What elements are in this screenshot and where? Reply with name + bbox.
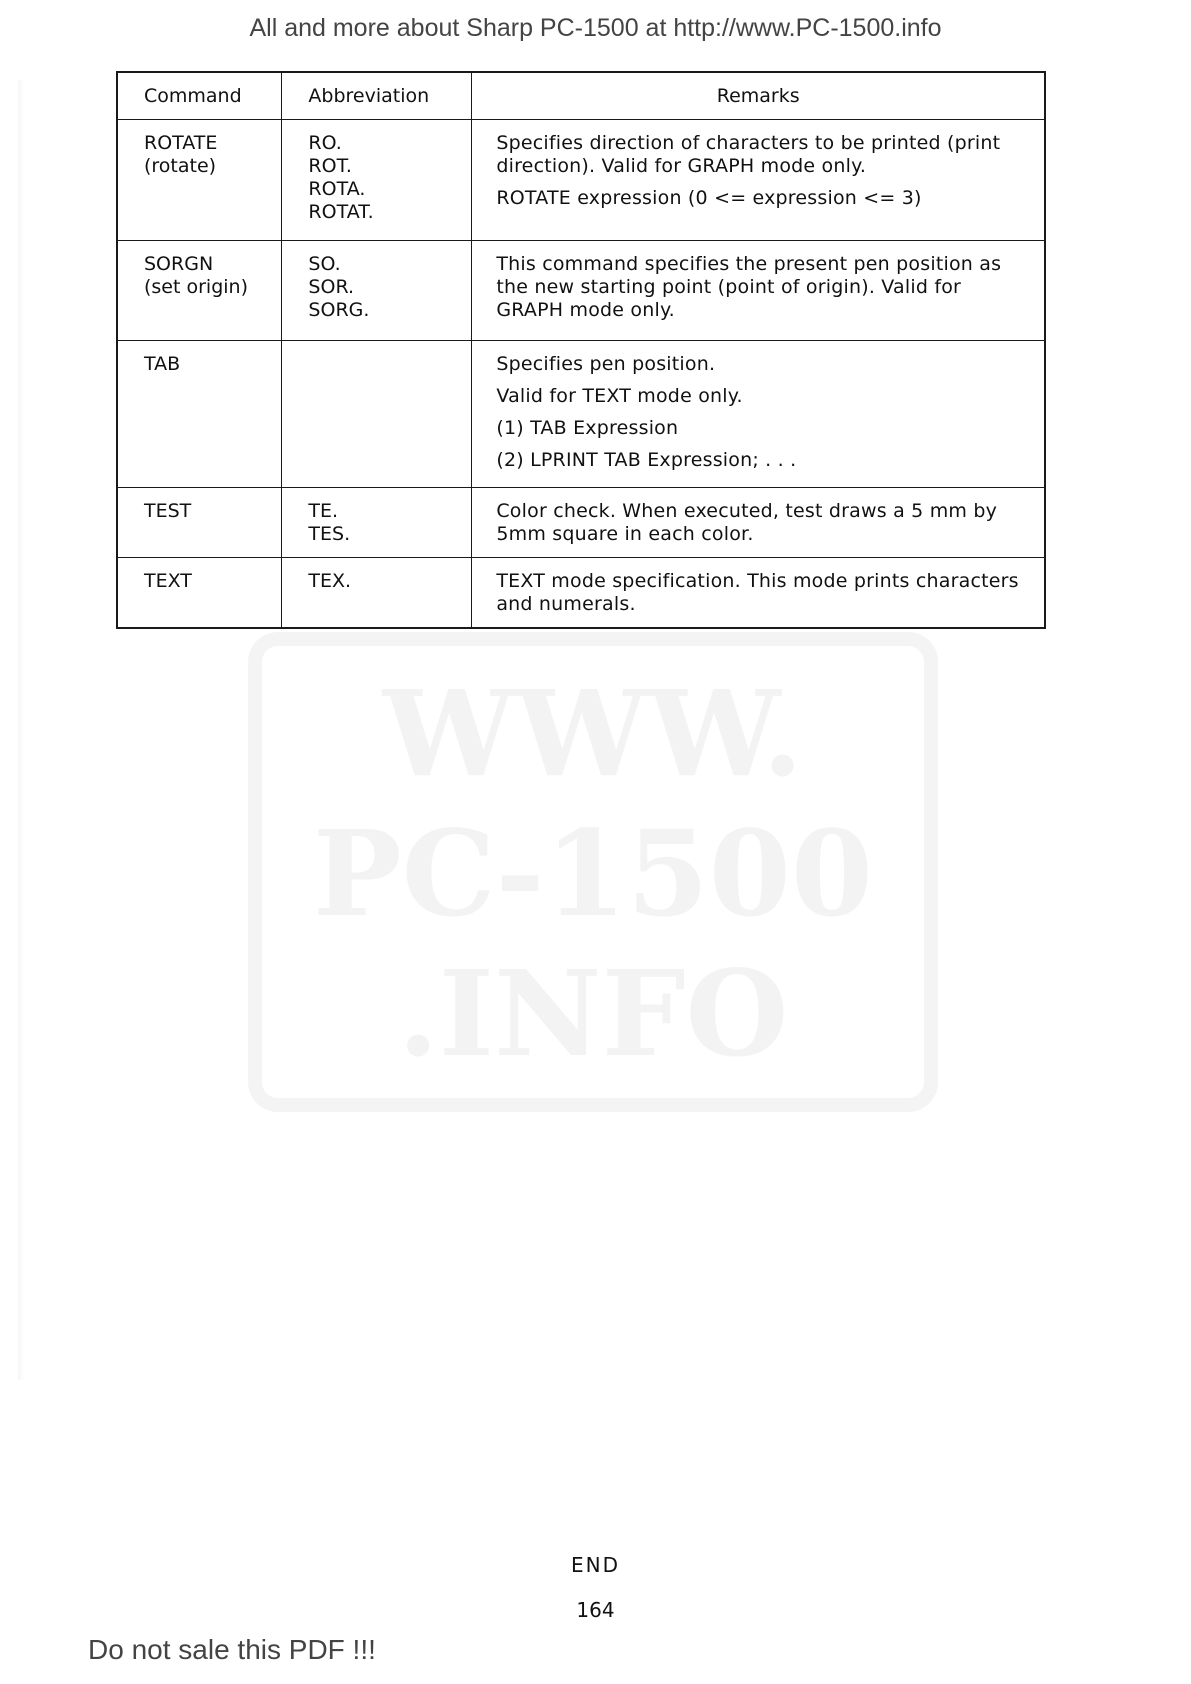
abbreviation: ROTA. — [308, 178, 366, 200]
abbreviation: SOR. — [308, 276, 355, 298]
command-name: TEXT — [144, 570, 192, 592]
remark-syntax: (1) TAB Expression — [496, 417, 679, 439]
abbreviation: SORG. — [308, 299, 370, 321]
command-gloss: (set origin) — [144, 276, 248, 298]
abbreviation: TES. — [308, 523, 351, 545]
watermark-line: .INFO — [397, 944, 789, 1083]
abbreviation: TE. — [308, 500, 339, 522]
command-cell — [117, 120, 282, 241]
command-cell — [117, 241, 282, 341]
command-name: SORGN — [144, 253, 214, 275]
command-name: ROTATE — [144, 132, 218, 154]
watermark — [248, 632, 938, 1112]
watermark-line: WWW. — [382, 664, 804, 803]
page-number: 164 — [576, 1598, 615, 1622]
abbreviation-cell — [282, 241, 472, 341]
column-header-abbreviation: Abbreviation — [282, 72, 472, 120]
abbreviation-cell — [282, 558, 472, 628]
remark-text: Specifies direction of characters to be printed (print direction). Valid for GRAPH mode only. — [496, 132, 1001, 177]
abbreviation-cell — [282, 488, 472, 558]
remark-syntax: (2) LPRINT TAB Expression; . . . — [496, 449, 797, 471]
scan-edge-shadow — [18, 80, 24, 1380]
table-row-sorgn — [117, 241, 1045, 341]
remarks-cell — [472, 341, 1045, 488]
command-name: TAB — [144, 353, 181, 375]
command-name: TEST — [144, 500, 192, 522]
abbreviation-cell — [282, 120, 472, 241]
table-row-tab — [117, 341, 1045, 488]
abbreviation: TEX. — [308, 570, 352, 592]
table-row-text — [117, 558, 1045, 628]
table-header-row — [117, 72, 1045, 120]
end-marker: END — [571, 1553, 620, 1577]
remark-text: Valid for TEXT mode only. — [496, 385, 743, 407]
table-row-rotate — [117, 120, 1045, 241]
watermark-line: PC-1500 — [312, 804, 874, 943]
command-cell — [117, 488, 282, 558]
abbreviation-cell — [282, 341, 472, 488]
remark-syntax: ROTATE expression (0 <= expression <= 3) — [496, 187, 922, 209]
abbreviation: ROTAT. — [308, 201, 374, 223]
command-cell — [117, 341, 282, 488]
command-gloss: (rotate) — [144, 155, 217, 177]
abbreviation: RO. — [308, 132, 342, 154]
remarks-cell — [472, 120, 1045, 241]
abbreviation: SO. — [308, 253, 341, 275]
column-header-command: Command — [117, 72, 282, 120]
command-cell — [117, 558, 282, 628]
remark-text: Specifies pen position. — [496, 353, 716, 375]
table-row-test — [117, 488, 1045, 558]
column-header-remarks: Remarks — [472, 72, 1045, 120]
remark-text: This command specifies the present pen position as the new starting point (point of origin). Valid for GRAPH mode only. — [496, 253, 1002, 321]
command-table — [116, 71, 1046, 629]
footer-note: Do not sale this PDF !!! — [88, 1634, 376, 1665]
site-header-note: All and more about Sharp PC-1500 at http://www.PC-1500.info — [249, 14, 942, 42]
remark-text: Color check. When executed, test draws a 5 mm by 5mm square in each color. — [496, 500, 998, 545]
remarks-cell — [472, 488, 1045, 558]
remarks-cell — [472, 558, 1045, 628]
abbreviation: ROT. — [308, 155, 352, 177]
remarks-cell — [472, 241, 1045, 341]
remark-text: TEXT mode specification. This mode prints characters and numerals. — [496, 570, 1019, 615]
